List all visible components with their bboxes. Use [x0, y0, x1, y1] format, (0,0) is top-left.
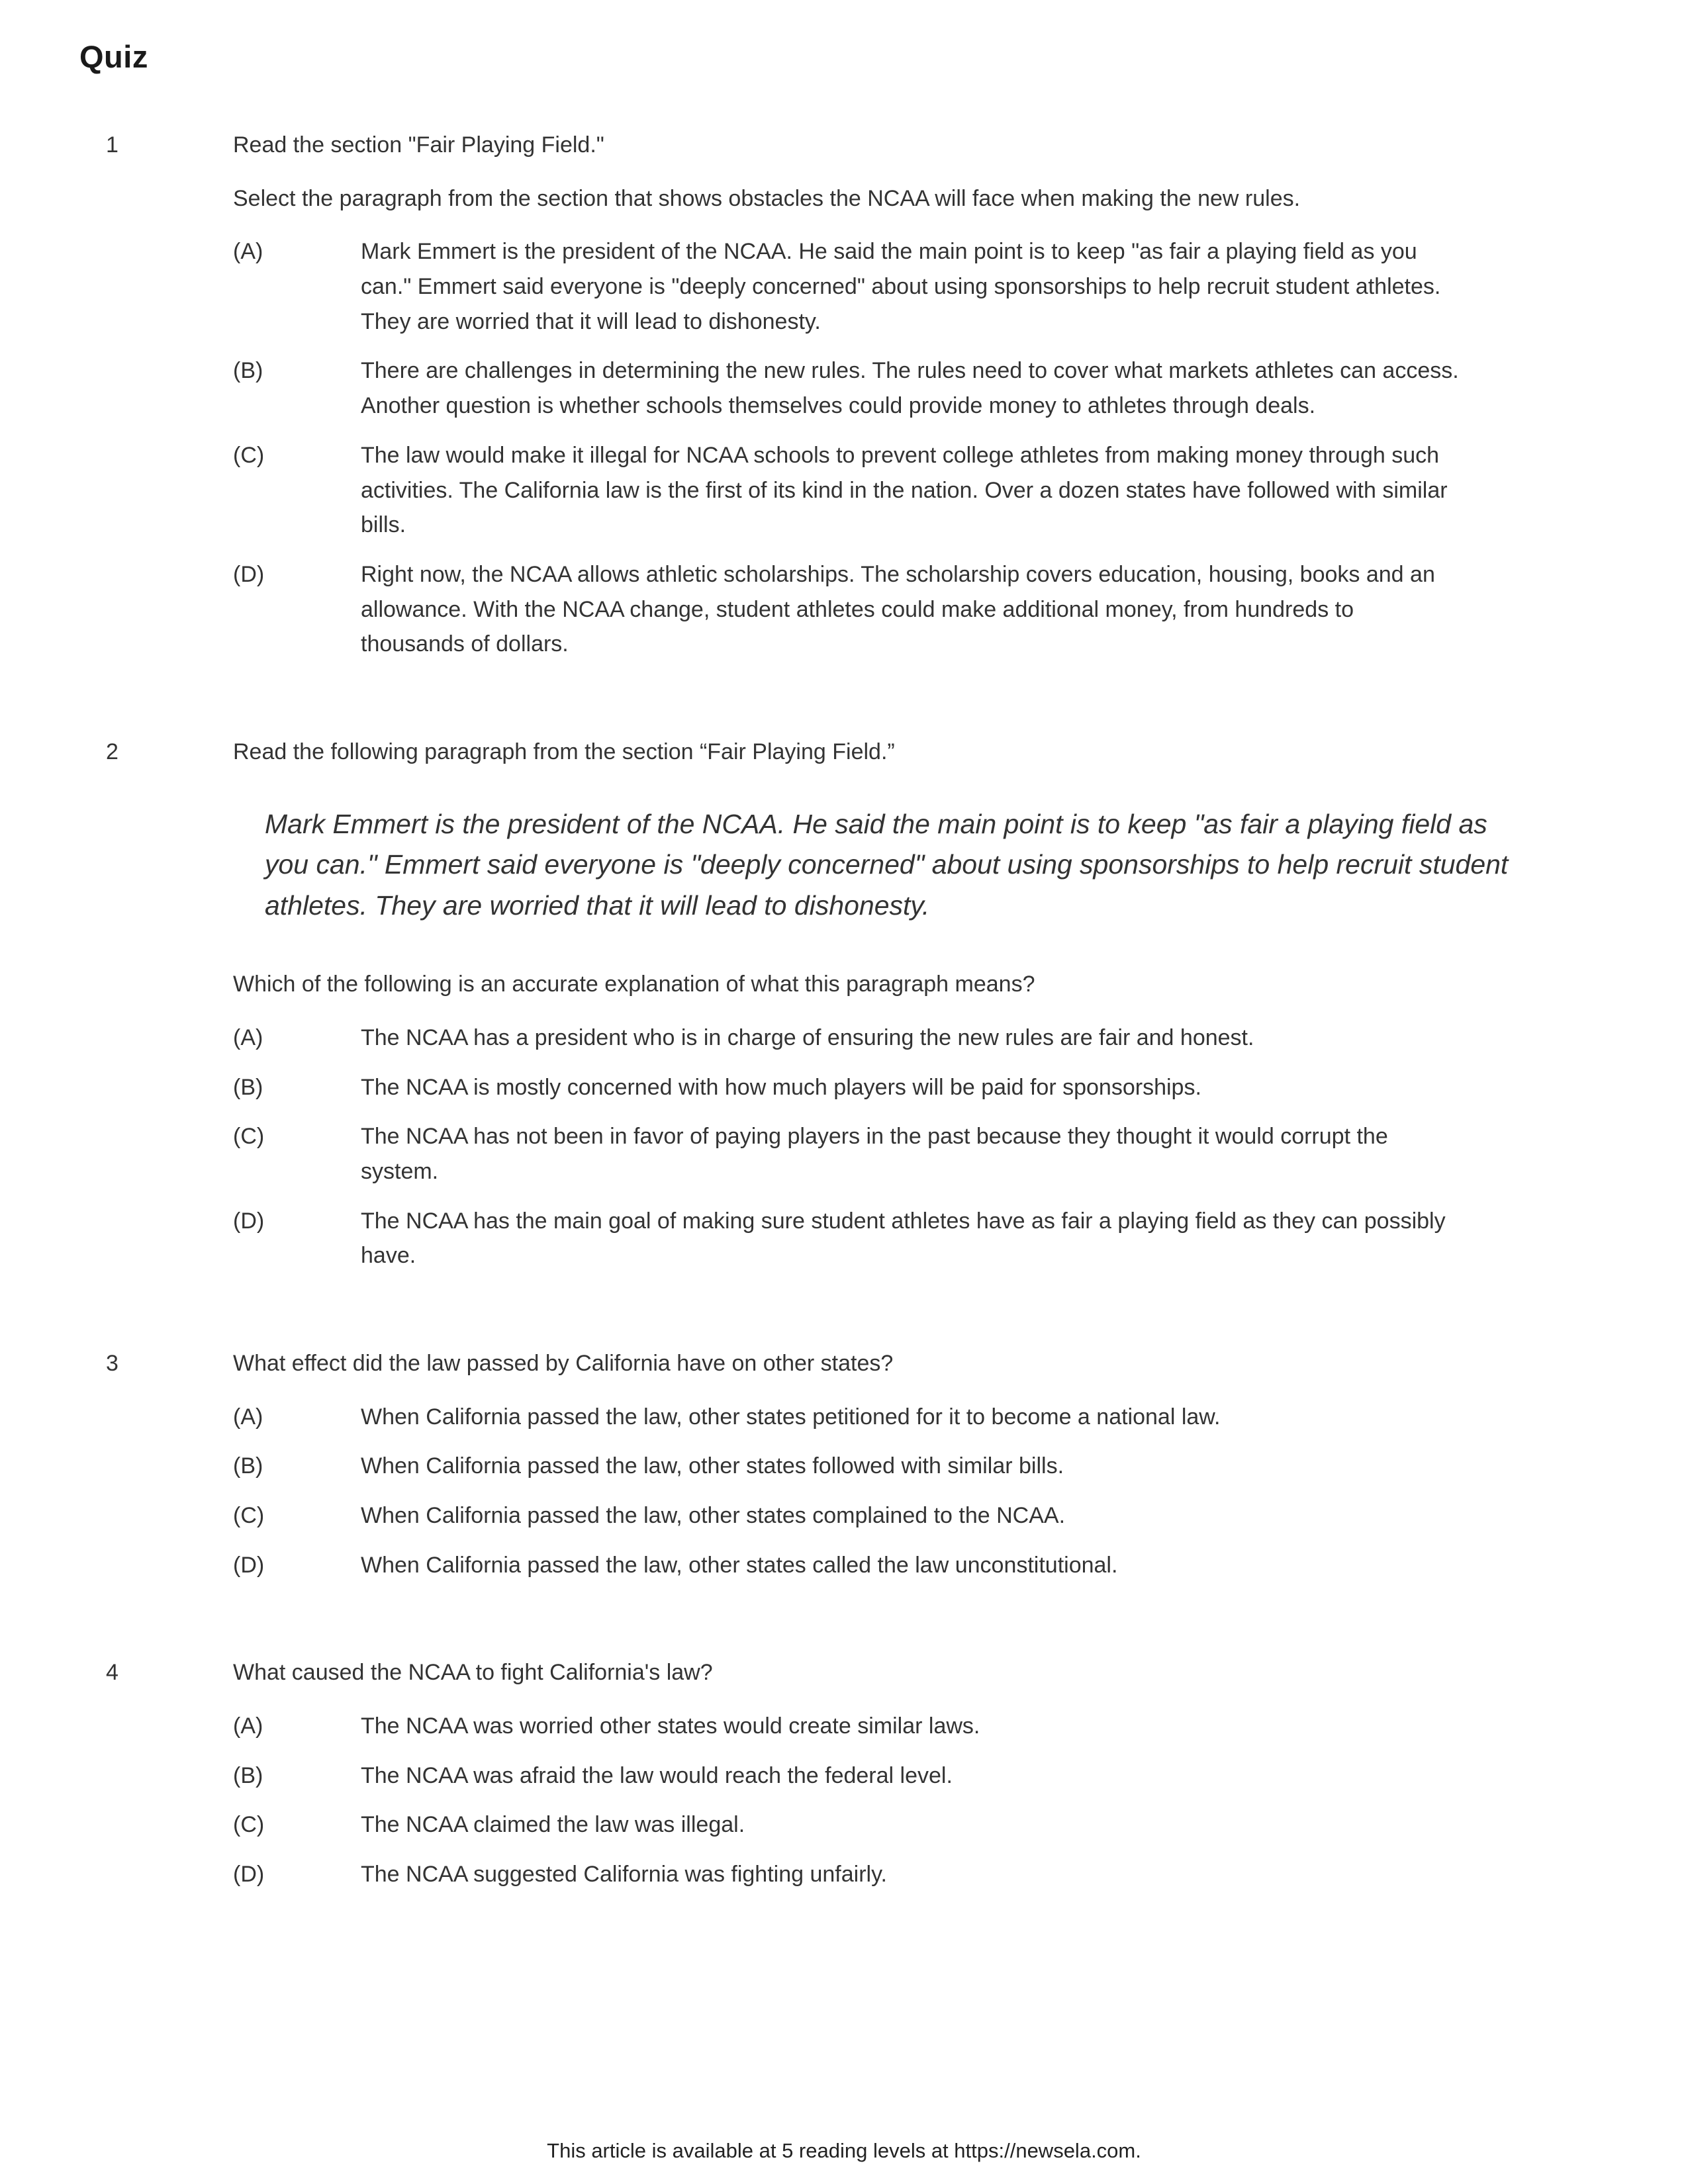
question-number: 2: [106, 739, 118, 764]
question-prompt: What effect did the law passed by California have on other states?: [233, 1350, 894, 1376]
option-letter: (C): [233, 1812, 265, 1838]
option-row: [233, 1204, 1536, 1273]
option-letter: (B): [233, 1074, 263, 1100]
option-letter: (C): [233, 1503, 265, 1528]
option-text: Right now, the NCAA allows athletic scholarships. The scholarship covers education, housing, books and an allowance. With the NCAA change, student athletes could make additional money, from hundreds to thousands of dollars.: [361, 561, 1435, 657]
option-text: The NCAA claimed the law was illegal.: [361, 1812, 745, 1838]
question-prompt: Read the section "Fair Playing Field.": [233, 132, 604, 158]
option-letter: (A): [233, 1713, 263, 1739]
option-text: The NCAA was afraid the law would reach the federal level.: [361, 1762, 953, 1788]
option-row: [233, 438, 1536, 543]
option-row: [233, 1070, 1536, 1105]
option-letter: (D): [233, 1208, 265, 1234]
option-text: The NCAA was worried other states would create similar laws.: [361, 1713, 980, 1739]
question-prompt-secondary: Which of the following is an accurate explanation of what this paragraph means?: [233, 972, 1035, 997]
option-letter: (A): [233, 1404, 263, 1430]
question-body: [233, 735, 1536, 1288]
question-number: 4: [106, 1660, 118, 1686]
quoted-paragraph: Mark Emmert is the president of the NCAA. He said the main point is to keep "as fair a playing field as you can." Emmert said everyone is "deeply concerned" about using sponsorships to help recruit student athletes. They are worried that it will lead to dishonesty.: [265, 808, 1509, 921]
options-list: [233, 1021, 1536, 1273]
option-row: [233, 1857, 1536, 1892]
options-list: [233, 234, 1536, 662]
option-letter: (B): [233, 1762, 263, 1788]
option-row: [233, 1758, 1536, 1794]
option-row: [233, 1807, 1536, 1843]
option-letter: (D): [233, 1552, 265, 1578]
option-letter: (B): [233, 358, 263, 384]
option-text: There are challenges in determining the new rules. The rules need to cover what markets athletes can access. Another question is whether schools themselves could provide money to athletes through deals.: [361, 358, 1459, 419]
option-letter: (C): [233, 442, 265, 468]
option-row: [233, 1119, 1536, 1189]
option-row: [233, 353, 1536, 423]
option-text: The NCAA has the main goal of making sure student athletes have as fair a playing field as they can possibly have.: [361, 1208, 1446, 1269]
question-body: [233, 128, 1536, 676]
option-row: [233, 1400, 1536, 1435]
options-list: [233, 1709, 1536, 1892]
option-letter: (C): [233, 1124, 265, 1150]
question-3: [79, 1346, 1536, 1597]
option-text: The NCAA suggested California was fighting unfairly.: [361, 1862, 887, 1888]
option-text: Mark Emmert is the president of the NCAA. He said the main point is to keep "as fair a playing field as you can." Emmert said everyone is "deeply concerned" about using sponsorships to help recruit student athletes. They are worried that it will lead to dishonesty.: [361, 239, 1441, 334]
footer-text: This article is available at 5 reading levels at https://newsela.com.: [547, 2139, 1141, 2162]
option-text: The NCAA has not been in favor of paying players in the past because they thought it would corrupt the system.: [361, 1124, 1388, 1184]
question-body: [233, 1346, 1536, 1597]
question-prompt-secondary: Select the paragraph from the section that shows obstacles the NCAA will face when making the new rules.: [233, 185, 1301, 211]
question-number: 3: [106, 1350, 118, 1376]
option-row: [233, 1709, 1536, 1744]
question-number: 1: [106, 132, 118, 158]
option-letter: (D): [233, 561, 265, 587]
option-row: [233, 557, 1536, 662]
question-4: [79, 1655, 1536, 1906]
option-text: When California passed the law, other states complained to the NCAA.: [361, 1503, 1066, 1528]
option-text: The NCAA has a president who is in charge of ensuring the new rules are fair and honest.: [361, 1024, 1254, 1050]
option-row: [233, 234, 1536, 339]
option-text: When California passed the law, other states petitioned for it to become a national law.: [361, 1404, 1221, 1430]
option-row: [233, 1548, 1536, 1583]
option-letter: (A): [233, 239, 263, 265]
option-row: [233, 1449, 1536, 1484]
option-text: When California passed the law, other states called the law unconstitutional.: [361, 1552, 1118, 1578]
option-letter: (B): [233, 1453, 263, 1479]
question-body: [233, 1655, 1536, 1906]
option-row: [233, 1021, 1536, 1056]
question-2: [79, 735, 1536, 1288]
option-text: The NCAA is mostly concerned with how much players will be paid for sponsorships.: [361, 1074, 1201, 1100]
option-letter: (D): [233, 1862, 265, 1888]
option-letter: (A): [233, 1024, 263, 1050]
options-list: [233, 1400, 1536, 1583]
option-text: The law would make it illegal for NCAA schools to prevent college athletes from making money through such activities. The California law is the first of its kind in the nation. Over a dozen states have followed with similar bills.: [361, 442, 1448, 538]
option-text: When California passed the law, other states followed with similar bills.: [361, 1453, 1064, 1479]
question-prompt: What caused the NCAA to fight California's law?: [233, 1660, 713, 1686]
question-1: [79, 128, 1536, 676]
option-row: [233, 1498, 1536, 1533]
question-prompt: Read the following paragraph from the section “Fair Playing Field.”: [233, 739, 895, 764]
page-title: Quiz: [79, 39, 148, 74]
